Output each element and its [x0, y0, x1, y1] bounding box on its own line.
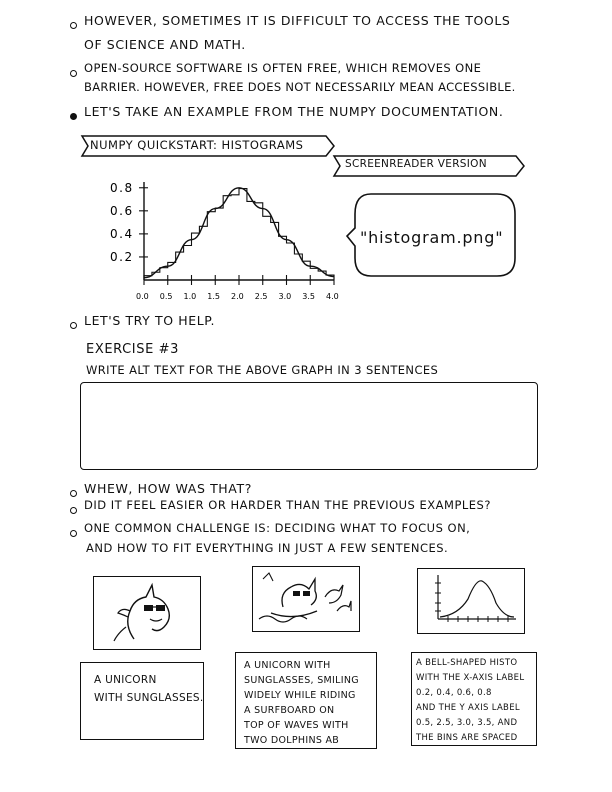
mini-histogram-sketch [418, 569, 524, 633]
thumbnail-histogram [417, 568, 525, 634]
caption-unicorn-line-1: A UNICORN [94, 674, 157, 686]
histogram-steps [144, 189, 334, 280]
y-tick-label: 0.4 [110, 226, 134, 241]
x-tick-label: 4.0 [326, 292, 339, 301]
x-tick-label: 0.5 [159, 292, 173, 301]
y-tick-label: 0.6 [110, 203, 134, 218]
reflection-2: DID IT FEEL EASIER OR HARDER THAN THE PREVIOUS EXAMPLES? [84, 498, 491, 512]
histogram-chart [82, 170, 339, 301]
x-tick-label: 1.5 [207, 292, 220, 301]
caption-histogram-line-5: 0.5, 2.5, 3.0, 3.5, AND [416, 718, 518, 728]
answer-box[interactable] [80, 382, 538, 470]
y-tick-label: 0.8 [110, 180, 134, 195]
caption-surfing-line-3: WIDELY WHILE RIDING [244, 690, 356, 701]
reflection-3-line-2: AND HOW TO FIT EVERYTHING IN JUST A FEW SENTENCES. [86, 541, 449, 555]
reflection-1: WHEW, HOW WAS THAT? [84, 481, 252, 496]
caption-surfing-line-6: TWO DOLPHINS AB [244, 735, 340, 746]
bullet-1-line-1: HOWEVER, SOMETIMES IT IS DIFFICULT TO ACCESS THE TOOLS [84, 13, 511, 28]
bullet-dot [70, 507, 77, 514]
exercise-prompt: WRITE ALT TEXT FOR THE ABOVE GRAPH IN 3 SENTENCES [86, 363, 439, 377]
caption-surfing-line-1: A UNICORN WITH [244, 660, 331, 671]
exercise-title: EXERCISE #3 [86, 342, 179, 357]
thumbnail-unicorn [93, 576, 201, 650]
caption-histogram-line-4: AND THE Y AXIS LABEL [416, 703, 520, 713]
speech-text: "histogram.png" [360, 228, 504, 247]
x-tick-label: 3.5 [302, 292, 315, 301]
bullet-dot [70, 322, 77, 329]
bullet-3-line-1: LET'S TAKE AN EXAMPLE FROM THE NUMPY DOCUMENTATION. [84, 104, 504, 119]
banner-title: NUMPY QUICKSTART: HISTOGRAMS [90, 138, 304, 152]
caption-histogram-line-2: WITH THE X-AXIS LABEL [416, 673, 525, 683]
bullet-dot [70, 113, 77, 120]
x-tick-label: 0.0 [136, 292, 149, 301]
screenreader-label: SCREENREADER VERSION [345, 158, 487, 170]
caption-surfing-line-2: SUNGLASSES, SMILING [244, 675, 359, 686]
y-tick-label: 0.2 [110, 249, 134, 264]
bullet-dot [70, 490, 77, 497]
bullet-dot [70, 22, 77, 29]
thumbnail-surfing-unicorn [252, 566, 360, 632]
unicorn-sketch [94, 577, 200, 649]
bullet-dot [70, 70, 77, 77]
caption-unicorn-line-2: WITH SUNGLASSES. [94, 692, 204, 704]
caption-histogram-line-3: 0.2, 0.4, 0.6, 0.8 [416, 688, 492, 698]
density-curve [144, 188, 334, 278]
caption-histogram-line-1: A BELL-SHAPED HISTO [416, 658, 518, 668]
surfing-unicorn-sketch [253, 567, 359, 631]
bullet-2-line-1: OPEN-SOURCE SOFTWARE IS OFTEN FREE, WHICH REMOVES ONE [84, 61, 482, 75]
x-tick-label: 3.0 [278, 292, 292, 301]
reflection-3-line-1: ONE COMMON CHALLENGE IS: DECIDING WHAT TO FOCUS ON, [84, 521, 471, 535]
lets-try-heading: LET'S TRY TO HELP. [84, 313, 216, 328]
caption-surfing-line-4: A SURFBOARD ON [244, 705, 335, 716]
caption-surfing-line-5: TOP OF WAVES WITH [244, 720, 349, 731]
x-tick-label: 2.5 [254, 292, 268, 301]
bullet-dot [70, 530, 77, 537]
caption-histogram-line-6: THE BINS ARE SPACED [416, 733, 518, 743]
bullet-2-line-2: BARRIER. HOWEVER, FREE DOES NOT NECESSARILY MEAN ACCESSIBLE. [84, 80, 516, 94]
bullet-1-line-2: OF SCIENCE AND MATH. [84, 37, 246, 52]
x-tick-label: 2.0 [231, 292, 244, 301]
x-tick-label: 1.0 [183, 292, 197, 301]
